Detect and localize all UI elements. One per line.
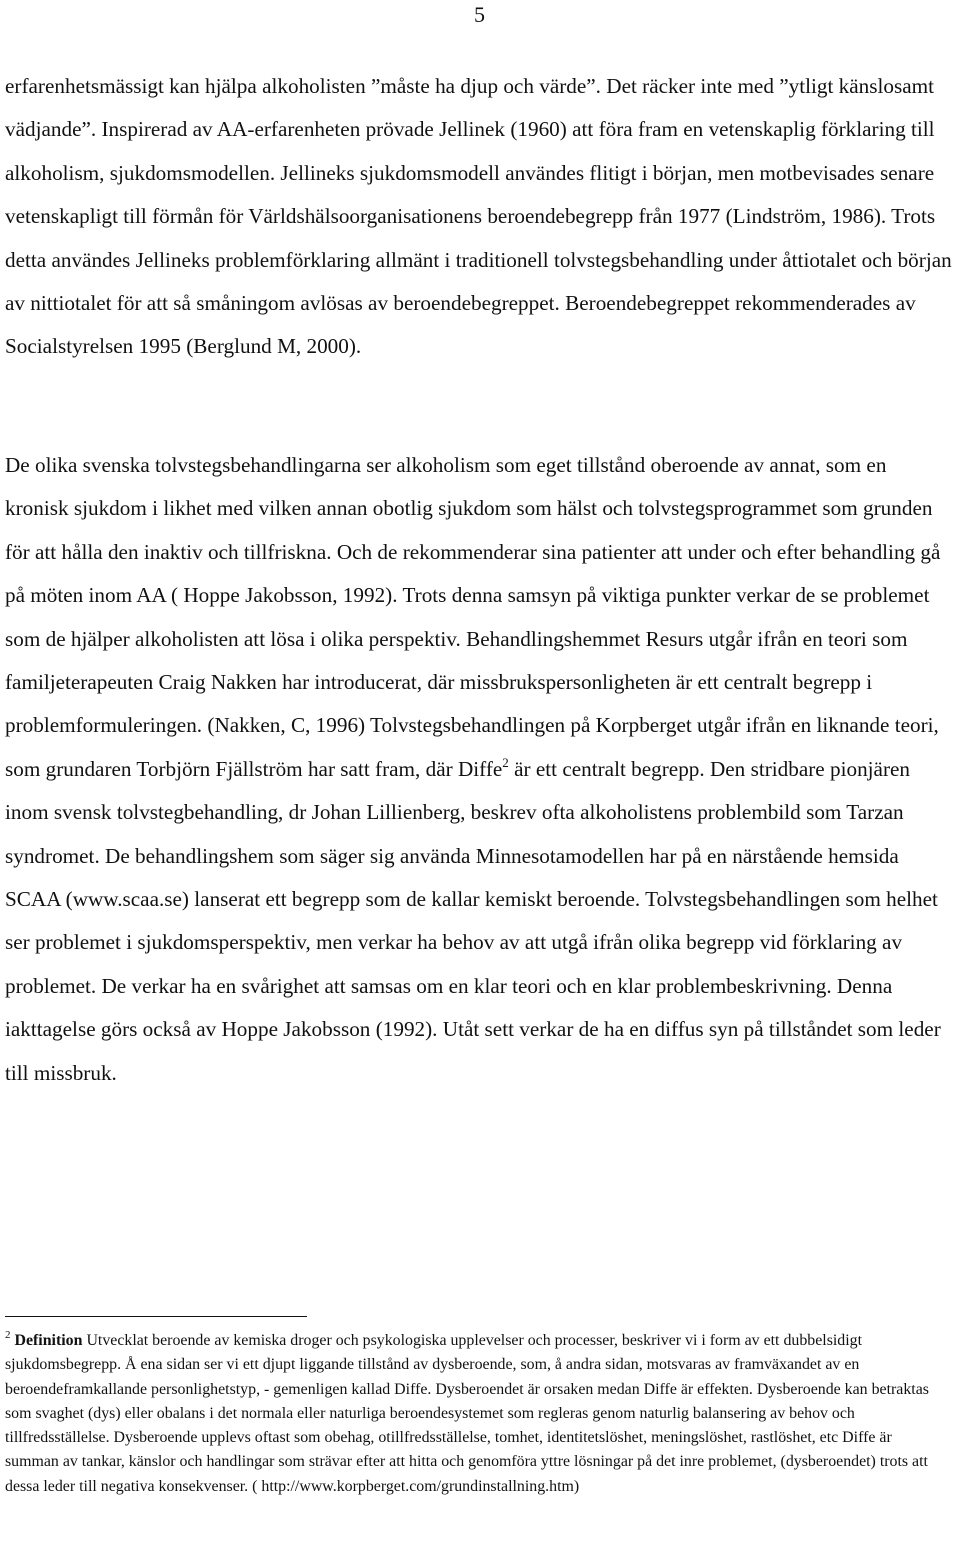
footnote-text: Utvecklat beroende av kemiska droger och psykologiska upplevelser och processer, beskriver vi i form av ett dubbelsidigt sjukdomsbegrepp. Å ena sidan ser vi ett djupt liggande tillstånd av dysberoende, som, å andra sidan, motsvaras av framväxandet av en beroendeframkallande personlighetstyp, - gemenligen kallad Diffe. Dysberoendet är orsaken medan Diffe är effekten. Dysberoende kan betraktas som svaghet (dys) eller obalans i det normala eller naturliga beroendesystemet som regleras genom naturlig balansering av behov och tillfredsställelse. Dysberoende upplevs oftast som obehag, otillfredsställelse, tomhet, identitetslöshet, meningslöshet, rastlöshet, etc Diffe är summan av tankar, känslor och handlingar som strävar efter att hitta och genomföra yttre lösningar på det inre problemet, (dysberoendet) trots att dessa leder till negativa konsekvenser. ( http://www.korpberget.com/grundinstallning.htm) (5, 1332, 929, 1495)
footnote-separator (5, 1316, 307, 1317)
footnote-term: Definition (14, 1332, 83, 1349)
paragraph-2-text-end: är ett centralt begrepp. Den stridbare pionjären inom svensk tolvstegbehandling, dr Johan Lillienberg, beskrev ofta alkoholistens problembild som Tarzan syndromet. De behandlingshem som säger sig använda Minnesotamodellen har på en närstående hemsida SCAA (www.scaa.se) lanserat ett begrepp som de kallar kemiskt beroende. Tolvstegsbehandlingen som helhet ser problemet i sjukdomsperspektiv, men verkar ha behov av att utgå ifrån olika begrepp vid förklaring av problemet. De verkar ha en svårighet att samsas om en klar teori och en klar problembeskrivning. Denna iakttagelse görs också av Hoppe Jakobsson (1992). Utåt sett verkar de ha en diffus syn på tillståndet som leder till missbruk. (5, 756, 941, 1085)
footnote-reference: 2 (502, 754, 509, 770)
footnote (5, 1329, 946, 1499)
body-paragraph-2 (5, 444, 952, 1095)
paragraph-2-text-start: De olika svenska tolvstegsbehandlingarna ser alkoholism som eget tillstånd oberoende av annat, som en kronisk sjukdom i likhet med vilken annan obotlig sjukdom som hälst och tolvstegsprogrammet som grunden för att hålla den inaktiv och tillfriskna. Och de rekommenderar sina patienter att under och efter behandling gå på möten inom AA ( Hoppe Jakobsson, 1992). Trots denna samsyn på viktiga punkter verkar de se problemet som de hjälper alkoholisten att lösa i olika perspektiv. Behandlingshemmet Resurs utgår ifrån en teori som familjeterapeuten Craig Nakken har introducerat, där missbrukspersonligheten är ett centralt begrepp i problemformuleringen. (Nakken, C, 1996) Tolvstegsbehandlingen på Korpberget utgår ifrån en liknande teori, som grundaren Torbjörn Fjällström har satt fram, där Diffe (5, 453, 941, 781)
footnote-mark: 2 (5, 1329, 11, 1341)
page-number: 5 (474, 2, 485, 27)
body-paragraph-1: erfarenhetsmässigt kan hjälpa alkoholisten ”måste ha djup och värde”. Det räcker inte med ”ytligt känslosamt vädjande”. Inspirerad av AA-erfarenheten prövade Jellinek (1960) att föra fram en vetenskaplig förklaring till alkoholism, sjukdomsmodellen. Jellineks sjukdomsmodell användes flitigt i början, men motbevisades senare vetenskapligt till förmån för Världshälsoorganisationens beroendebegrepp från 1977 (Lindström, 1986). Trots detta användes Jellineks problemförklaring allmänt i traditionell tolvstegsbehandling under åttiotalet och början av nittiotalet för att så småningom avlösas av beroendebegreppet. Beroendebegreppet rekommenderades av Socialstyrelsen 1995 (Berglund M, 2000). (5, 74, 952, 359)
